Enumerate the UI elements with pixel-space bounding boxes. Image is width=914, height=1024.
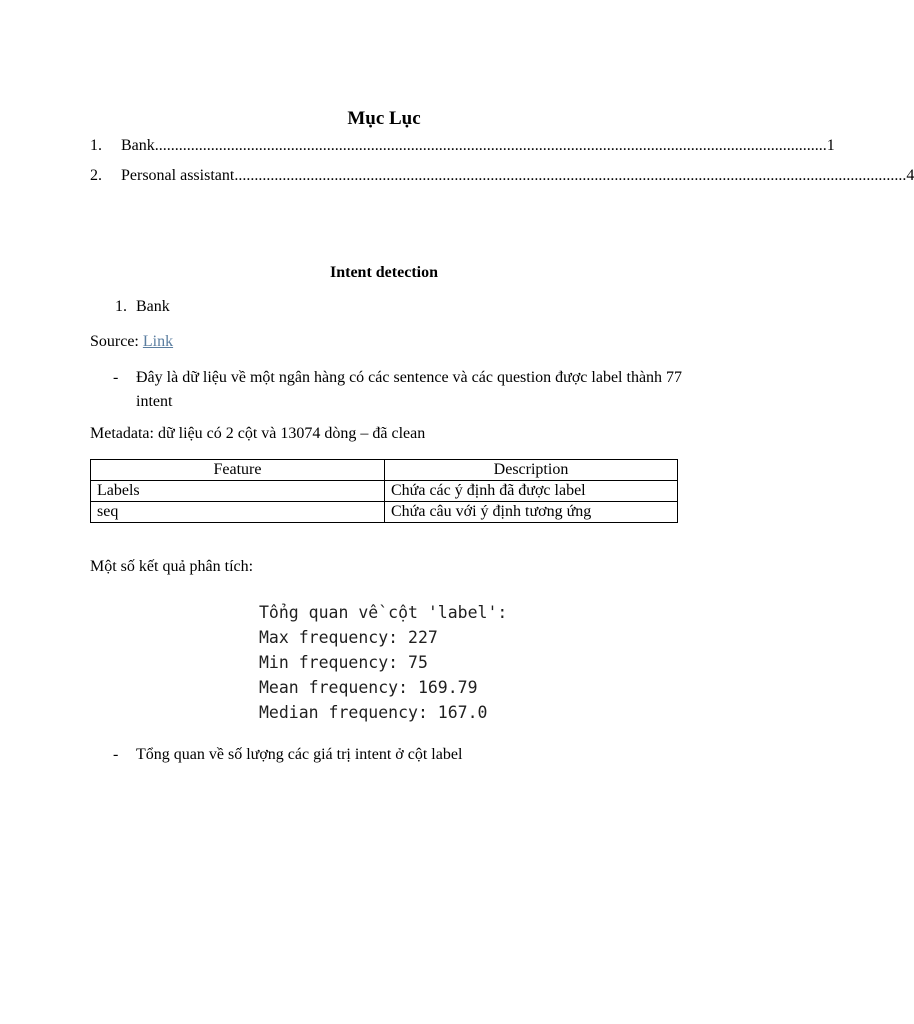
toc-entry-label: Personal assistant: [121, 167, 235, 184]
code-output-line: Tổng quan về cột 'label':: [259, 603, 508, 622]
toc-entry-label: Bank: [121, 137, 155, 154]
toc-entry-page: 1: [826, 137, 835, 154]
bullet-text: Đây là dữ liệu về một ngân hàng có các sentence và các question được label thành 77 intent: [136, 369, 683, 410]
table-row: [91, 481, 678, 502]
code-output-line: Max frequency: 227: [259, 628, 438, 647]
bullet-dash: -: [113, 369, 119, 386]
section-title: Intent detection: [330, 264, 438, 281]
table-row: [91, 502, 678, 523]
code-output-line: Mean frequency: 169.79: [259, 678, 478, 697]
metadata-text: Metadata: dữ liệu có 2 cột và 13074 dòng – đã clean: [90, 425, 426, 442]
table-cell: Chứa câu với ý định tương ứng: [385, 502, 678, 523]
toc-entry-number: 1.: [90, 137, 102, 154]
toc-entry-personal-assistant[interactable]: [90, 165, 914, 187]
feature-table: [90, 459, 678, 523]
code-output-line: Median frequency: 167.0: [259, 703, 488, 722]
bullet-dash: -: [113, 746, 119, 763]
table-header-cell: Description: [385, 460, 678, 481]
table-header-row: [91, 460, 678, 481]
table-header-cell: Feature: [91, 460, 385, 481]
toc-dot-leader: ........................................................................................................................................................................: [154, 137, 827, 154]
numbered-list-item-bank: [115, 298, 170, 316]
table-cell: seq: [91, 502, 385, 523]
description-bullet: [113, 366, 683, 414]
list-item-label: Bank: [136, 298, 170, 315]
toc-title: Mục Lục: [347, 108, 421, 129]
toc-entry-bank[interactable]: [90, 135, 835, 157]
toc-entry-number: 2.: [90, 167, 102, 184]
source-link[interactable]: Link: [142, 333, 174, 350]
table-cell: Labels: [91, 481, 385, 502]
toc-dot-leader: ........................................................................................................................................................................: [234, 167, 907, 184]
analysis-heading: Một số kết quả phân tích:: [90, 558, 254, 575]
toc-entry-page: 4: [906, 167, 914, 184]
list-item-number: 1.: [115, 298, 127, 315]
source-label: Source:: [90, 333, 143, 350]
bullet-text: Tổng quan về số lượng các giá trị intent ở cột label: [136, 746, 463, 763]
table-cell: Chứa các ý định đã được label: [385, 481, 678, 502]
source-line: [90, 333, 173, 351]
code-output-line: Min frequency: 75: [259, 653, 428, 672]
overview-bullet: [113, 743, 683, 767]
code-output-block: [259, 600, 507, 725]
